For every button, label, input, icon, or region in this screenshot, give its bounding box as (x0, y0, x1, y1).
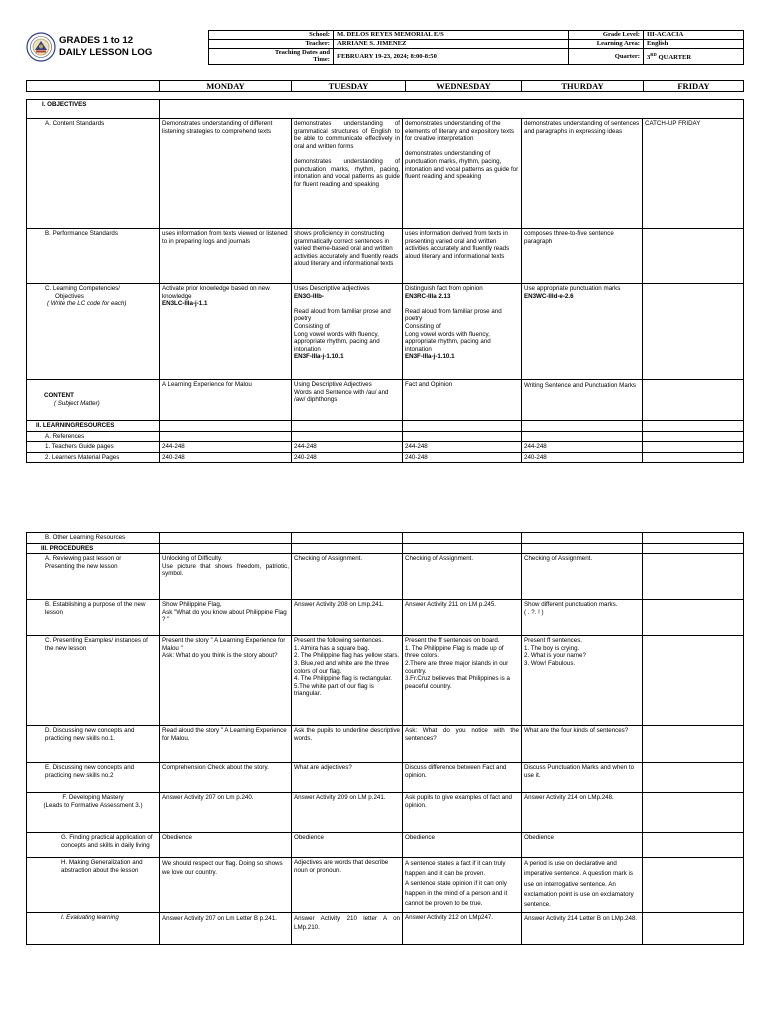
teachers-guide-wednesday: 244-248 (403, 442, 522, 453)
procedure-i-label: I. Evaluating learning (27, 912, 160, 944)
resources-heading: II. LEARNINGRESOURCES (36, 422, 115, 429)
procedure-e-wednesday: Discuss difference between Fact and opinion. (403, 763, 522, 793)
teachers-guide-friday (643, 442, 744, 453)
other-resources-tuesday (292, 533, 403, 544)
other-resources-label: B. Other Learning Resources (27, 533, 160, 544)
competencies-tuesday (292, 284, 403, 380)
resources-friday (643, 421, 744, 432)
competencies-label-3: ( Write the LC code for each) (47, 300, 127, 308)
procedures-thursday (522, 543, 643, 554)
competencies-monday-code: EN3LC-IIIa-j-1.1 (162, 300, 208, 308)
procedure-h-wednesday: A sentence states a fact if it can truly happen and it can be proven. A sentence state opinion if it can only happen in the mind of a person and it cannot be proven to be true. (403, 858, 522, 912)
competencies-thursday (522, 284, 643, 380)
content-friday (643, 380, 744, 421)
content-monday: A Learning Experience for Malou (160, 380, 292, 421)
procedure-h-label: H. Making Generalization and abstraction about the lesson (27, 858, 160, 912)
competencies-thursday-code: EN3WC-IIId-e-2.6 (524, 292, 574, 300)
performance-standards-tuesday: shows proficiency in constructing grammatically correct sentences in varied theme-based oral and written activities accurately and fluently reads aloud literary and informational texts (292, 229, 403, 284)
procedure-c-tuesday: Present the following sentences. 1. Almira has a square bag. 2. The Philippine flag has yellow stars. 3. Blue,red and white are the three colors of our flag. 4. The Philippine flag is rectangular. 5.The white part of our flag is triangular. (292, 636, 403, 726)
competencies-wednesday (403, 284, 522, 380)
procedure-g-monday: Obedience (160, 833, 292, 858)
procedure-f-friday (643, 793, 744, 833)
learners-material-tuesday: 240-248 (292, 452, 403, 463)
procedure-c-label: C. Presenting Examples/ instances of the new lesson (27, 636, 160, 726)
procedure-i-friday (643, 912, 744, 944)
procedure-c-wednesday: Present the ff sentences on board. 1. The Philippine Flag is made up of three colors. 2.There are three major islands in our country. 3.Fr.Cruz believes that Philippines is a peaceful country. (403, 636, 522, 726)
procedure-b-monday: Show Philippine Flag, Ask "What do you know about Philippine Flag ? " (160, 600, 292, 636)
procedure-e-monday: Comprehension Check about the story. (160, 763, 292, 793)
competencies-label-1: C. Learning Competencies/ (45, 285, 120, 292)
procedure-e-tuesday: What are adjectives? (292, 763, 403, 793)
procedure-d-monday: Read aloud the story " A Learning Experience for Malou. (160, 726, 292, 763)
procedure-d-thursday: What are the four kinds of sentences? (522, 726, 643, 763)
procedure-b-label: B. Establishing a purpose of the new lesson (27, 600, 160, 636)
procedure-f-monday: Answer Activity 207 on Lm p.240. (160, 793, 292, 833)
performance-standards-label: B. Performance Standards (27, 229, 160, 284)
resources-thursday (522, 421, 643, 432)
content-standards-thursday: demonstrates understanding of sentences and paragraphs in expressing ideas (522, 119, 643, 229)
content-tuesday: Using Descriptive Adjectives Words and Sentence with /au/ and /aw/ diphthongs (292, 380, 403, 421)
school-value: M. DELOS REYES MEMORIAL E/S (334, 31, 569, 40)
procedure-e-thursday: Discuss Punctuation Marks and when to use it. (522, 763, 643, 793)
procedure-f-thursday: Answer Activity 214 on LMp.248. (522, 793, 643, 833)
grade-level-value: III-ACACIA (644, 31, 744, 40)
procedures-tuesday (292, 543, 403, 554)
performance-standards-monday: uses information from texts viewed or listened to in preparing logs and journals (160, 229, 292, 284)
procedures-friday (643, 543, 744, 554)
learning-area-label: Learning Area: (569, 40, 644, 49)
teachers-guide-thursday: 244-248 (522, 442, 643, 453)
competencies-tuesday-text2: Read aloud from familiar prose and poetry Consisting of Long vowel words with fluency, appropriate rhythm, pacing and intonation (294, 307, 391, 353)
learners-material-wednesday: 240-248 (403, 452, 522, 463)
content-subheading: ( Subject Matter) (54, 400, 100, 407)
document-title (59, 35, 152, 58)
teacher-value: ARRIANE S. JIMENEZ (334, 40, 569, 49)
learning-area-value: English (644, 40, 744, 49)
procedure-d-friday (643, 726, 744, 763)
competencies-label (27, 284, 160, 380)
teachers-guide-monday: 244-248 (160, 442, 292, 453)
lesson-info-table (208, 30, 744, 65)
content-heading: CONTENT (44, 392, 74, 400)
competencies-wednesday-text2: Read aloud from familiar prose and poetry Consisting of Long vowel words with fluency, appropriate rhythm, pacing and intonation (405, 307, 502, 353)
resources-label (27, 421, 160, 432)
competencies-thursday-text: Use appropriate punctuation marks (524, 285, 621, 292)
procedure-e-label: E. Discussing new concepts and practicing new skills no.2 (27, 763, 160, 793)
references-wednesday (403, 431, 522, 442)
procedure-g-thursday: Obedience (522, 833, 643, 858)
teachers-guide-label: 1. Teachers Guide pages (27, 442, 160, 453)
document-title-line2: DAILY LESSON LOG (59, 46, 153, 58)
quarter-value (644, 49, 744, 65)
teaching-dates-label-1: Teaching Dates and (274, 49, 330, 56)
teaching-dates-value: FEBRUARY 19-23, 2024; 8:00-8:50 (334, 49, 569, 65)
procedure-c-thursday: Present ff sentences. 1. The boy is crying. 2. What is your name? 3. Wow! Fabulous. (522, 636, 643, 726)
quarter-word: QUARTER (656, 54, 692, 62)
procedure-b-wednesday: Answer Activity 211 on LM p.245. (403, 600, 522, 636)
procedure-h-friday (643, 858, 744, 912)
procedure-g-friday (643, 833, 744, 858)
procedure-c-monday: Present the story " A Learning Experience for Malou " Ask: What do you think is the story about? (160, 636, 292, 726)
procedures-wednesday (403, 543, 522, 554)
references-friday (643, 431, 744, 442)
content-thursday: Writing Sentence and Punctuation Marks (522, 380, 643, 421)
procedure-a-thursday: Checking of Assignment. (522, 554, 643, 600)
lesson-table-part2 (26, 532, 744, 945)
day-friday: FRIDAY (644, 81, 744, 92)
teachers-guide-tuesday: 244-248 (292, 442, 403, 453)
quarter-suffix: RD (650, 52, 657, 58)
competencies-monday (160, 284, 292, 380)
objectives-heading (27, 100, 160, 119)
performance-standards-wednesday: uses information derived from texts in presenting varied oral and written activities accurately and fluently reads aloud literary and informational texts (403, 229, 522, 284)
procedure-d-tuesday: Ask the pupils to underline descriptive words. (292, 726, 403, 763)
grade-level-label: Grade Level: (569, 31, 644, 40)
content-standards-label: A. Content Standards (27, 119, 160, 229)
competencies-monday-text: Activate prior knowledge based on new knowledge (162, 285, 270, 300)
objectives-blank (160, 100, 744, 119)
competencies-wednesday-code2: EN3F-IIIa-j-1.10.1 (405, 353, 455, 361)
procedure-g-label: G. Finding practical application of concepts and skills in daily living (27, 833, 160, 858)
procedures-label (27, 543, 160, 554)
procedure-a-tuesday: Checking of Assignment. (292, 554, 403, 600)
procedure-d-label: D. Discussing new concepts and practicing new skills no.1. (27, 726, 160, 763)
day-tuesday: TUESDAY (292, 81, 406, 92)
procedure-d-wednesday: Ask: What do you notice with the sentences? (403, 726, 522, 763)
learners-material-label: 2. Learners Material Pages (27, 452, 160, 463)
other-resources-wednesday (403, 533, 522, 544)
lesson-log-header (26, 30, 743, 70)
objectives-text: I. OBJECTIVES (42, 101, 87, 108)
procedure-i-thursday: Answer Activity 214 Letter B on LMp.248. (522, 912, 643, 944)
other-resources-monday (160, 533, 292, 544)
resources-wednesday (403, 421, 522, 432)
day-wednesday: WEDNESDAY (406, 81, 522, 92)
performance-standards-thursday: composes three-to-five sentence paragraph (522, 229, 643, 284)
procedure-a-friday (643, 554, 744, 600)
procedure-i-tuesday: Answer Activity 210 letter A on LMp.210. (292, 912, 403, 944)
teaching-dates-label-2: Time: (313, 56, 330, 64)
procedure-h-tuesday: Adjectives are words that describe noun or pronoun. (292, 858, 403, 912)
competencies-label-2: Objectives (55, 292, 84, 300)
day-header-row (26, 80, 744, 92)
competencies-friday (643, 284, 744, 380)
procedure-f-label: F. Developing Mastery (Leads to Formative Assessment 3.) (27, 793, 160, 833)
competencies-wednesday-text1: Distinguish fact from opinion (405, 285, 483, 292)
procedure-f-tuesday: Answer Activity 209 on LM p.241. (292, 793, 403, 833)
learners-material-thursday: 240-248 (522, 452, 643, 463)
procedure-b-tuesday: Answer Activity 208 on Lmp.241. (292, 600, 403, 636)
other-resources-thursday (522, 533, 643, 544)
procedure-e-friday (643, 763, 744, 793)
procedure-b-thursday: Show different punctuation marks. ( . ?. ! ) (522, 600, 643, 636)
references-tuesday (292, 431, 403, 442)
content-standards-monday: Demonstrates understanding of different listening strategies to comprehend texts (160, 119, 292, 229)
procedure-b-friday (643, 600, 744, 636)
day-header-blank (27, 81, 160, 92)
procedures-heading: III. PROCEDURES (41, 544, 94, 552)
day-thursday: THURDAY (522, 81, 644, 92)
references-label: A. References (27, 431, 160, 442)
content-wednesday: Fact and Opinion (403, 380, 522, 421)
procedure-f-wednesday: Ask pupils to give examples of fact and opinion. (403, 793, 522, 833)
deped-seal-icon (26, 32, 56, 62)
references-thursday (522, 431, 643, 442)
procedure-a-monday: Unlocking of Difficulty. Use picture that shows freedom, patriotic, symbol. (160, 554, 292, 600)
procedure-g-wednesday: Obedience (403, 833, 522, 858)
teacher-label: Teacher: (209, 40, 334, 49)
content-standards-tuesday: demonstrates understanding of grammatical structures of English to be able to communicate effectively in oral and written forms demonstrates understanding of punctuation marks, rhythm, pacing, intonation and vocal patterns as guide for fluent reading and speaking (292, 119, 403, 229)
procedure-h-thursday: A period is use on declarative and imperative sentence. A question mark is use on interrogative sentence. An exclamation point is use on exclamatory sentence. (522, 858, 643, 912)
competencies-wednesday-code1: EN3RC-IIIa 2.13 (405, 292, 451, 300)
procedures-monday (160, 543, 292, 554)
procedure-i-monday: Answer Activity 207 on Lm Letter B p.241. (160, 912, 292, 944)
learners-material-monday: 240-248 (160, 452, 292, 463)
content-standards-friday: CATCH-UP FRIDAY (643, 119, 744, 229)
quarter-label: Quarter: (569, 49, 644, 65)
procedure-a-label: A. Reviewing past lesson or Presenting the new lesson (27, 554, 160, 600)
resources-tuesday (292, 421, 403, 432)
competencies-tuesday-text1: Uses Descriptive adjectives (294, 285, 370, 292)
teaching-dates-label (209, 49, 334, 65)
quarter-number: 3 (647, 54, 651, 62)
competencies-tuesday-code2: EN3F-IIIa-j-1.10.1 (294, 353, 344, 361)
procedure-c-friday (643, 636, 744, 726)
day-monday: MONDAY (160, 81, 292, 92)
content-label (27, 380, 160, 421)
competencies-tuesday-code1: EN3G-IIIb- (294, 292, 324, 300)
other-resources-friday (643, 533, 744, 544)
learners-material-friday (643, 452, 744, 463)
document-title-line1: GRADES 1 to 12 (59, 35, 134, 46)
references-monday (160, 431, 292, 442)
performance-standards-friday (643, 229, 744, 284)
resources-monday (160, 421, 292, 432)
procedure-g-tuesday: Obedience (292, 833, 403, 858)
procedure-a-wednesday: Checking of Assignment. (403, 554, 522, 600)
procedure-h-monday: We should respect our flag. Doing so shows we love our country. (160, 858, 292, 912)
school-label: School: (209, 31, 334, 40)
lesson-table-part1 (26, 99, 744, 463)
procedure-i-wednesday: Answer Activity 212 on LMp247. (403, 912, 522, 944)
content-standards-wednesday: demonstrates understanding of the elements of literary and expository texts for creative interpretation demonstrates understanding of punctuation marks, rhythm, pacing, intonation and vocal patterns as guide for fluent reading and speaking (403, 119, 522, 229)
